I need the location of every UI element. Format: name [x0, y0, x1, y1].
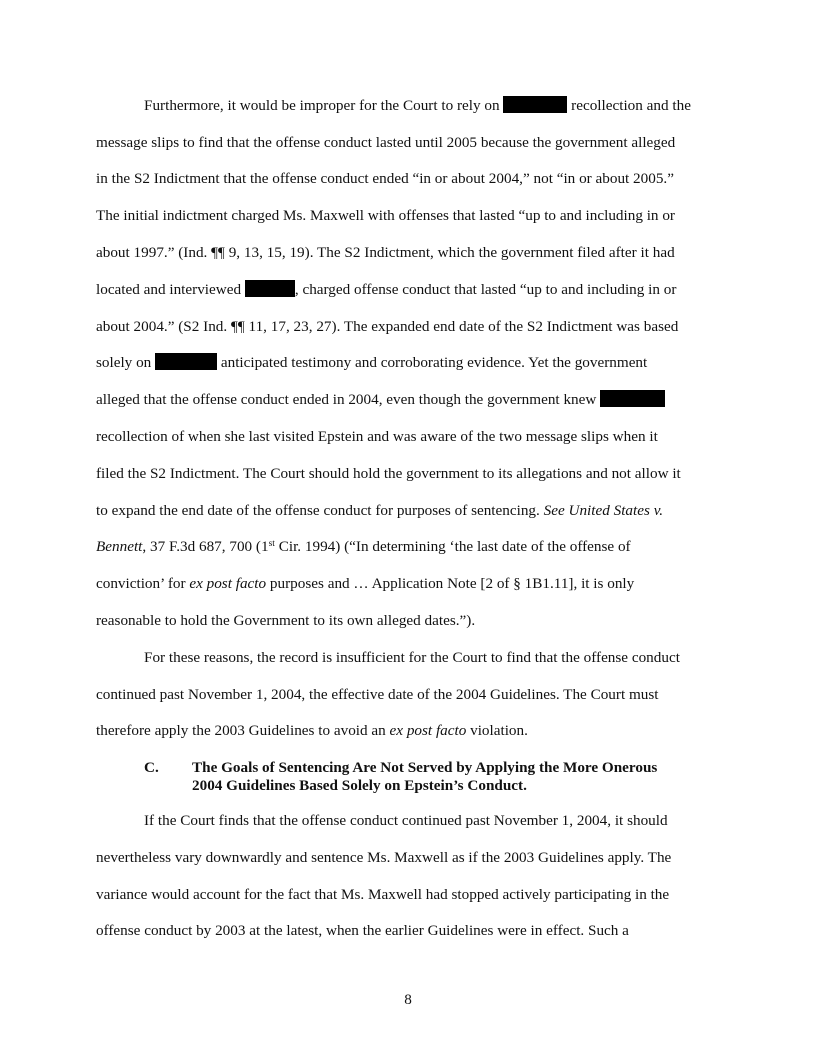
page-number: 8 — [404, 991, 412, 1008]
para1-line9: alleged that the offense conduct ended in 2004, even though the government knew — [96, 390, 665, 410]
para1-line5: about 1997.” (Ind. ¶¶ 9, 13, 15, 19). The S2 Indictment, which the government filed after it had — [96, 244, 675, 261]
para1-line10: recollection of when she last visited Epstein and was aware of the two message slips when it — [96, 428, 658, 445]
para1-line12: to expand the end date of the offense conduct for purposes of sentencing. See United States v. — [96, 502, 664, 519]
redaction-block — [245, 280, 295, 297]
para1-line13: Bennett, 37 F.3d 687, 700 (1st Cir. 1994) (“In determining ‘the last date of the offense of — [96, 538, 631, 555]
section-letter: C. — [144, 759, 159, 776]
para1-line15: reasonable to hold the Government to its own alleged dates.”). — [96, 612, 476, 629]
para1-line6: located and interviewed , charged offense conduct that lasted “up to and including in or — [96, 281, 677, 298]
redaction-block — [503, 96, 567, 113]
para1-line2: message slips to find that the offense conduct lasted until 2005 because the government alleged — [96, 134, 676, 151]
para1-line14: conviction’ for ex post facto purposes and … Application Note [2 of § 1B1.11], it is only — [96, 575, 635, 592]
para3-line3: variance would account for the fact that Ms. Maxwell had stopped actively participating in the — [96, 886, 670, 903]
section-title-line1: The Goals of Sentencing Are Not Served by Applying the More Onerous — [192, 759, 658, 776]
para3-line2: nevertheless vary downwardly and sentence Ms. Maxwell as if the 2003 Guidelines apply. The — [96, 849, 672, 866]
para1-line4: The initial indictment charged Ms. Maxwell with offenses that lasted “up to and including in or — [96, 207, 675, 224]
redaction-block — [600, 390, 665, 407]
para1-line3: in the S2 Indictment that the offense conduct ended “in or about 2004,” not “in or about 2005.” — [96, 170, 674, 187]
redaction-block — [155, 353, 217, 370]
para1-line8: solely on anticipated testimony and corroborating evidence. Yet the government — [96, 354, 648, 371]
para3-line4: offense conduct by 2003 at the latest, when the earlier Guidelines were in effect. Such a — [96, 922, 629, 939]
para1-line1: Furthermore, it would be improper for the Court to rely on recollection and the — [144, 97, 691, 114]
case-citation: See United States v. — [543, 502, 664, 519]
para3-line1: If the Court finds that the offense conduct continued past November 1, 2004, it should — [144, 812, 668, 829]
section-title-line2: 2004 Guidelines Based Solely on Epstein’s Conduct. — [192, 777, 527, 794]
para1-line7: about 2004.” (S2 Ind. ¶¶ 11, 17, 23, 27). The expanded end date of the S2 Indictment was based — [96, 318, 679, 335]
para2-line2: continued past November 1, 2004, the effective date of the 2004 Guidelines. The Court must — [96, 686, 659, 703]
para1-line11: filed the S2 Indictment. The Court should hold the government to its allegations and not allow it — [96, 465, 681, 482]
para2-line1: For these reasons, the record is insufficient for the Court to find that the offense conduct — [144, 649, 680, 666]
para2-line3: therefore apply the 2003 Guidelines to avoid an ex post facto violation. — [96, 722, 528, 739]
